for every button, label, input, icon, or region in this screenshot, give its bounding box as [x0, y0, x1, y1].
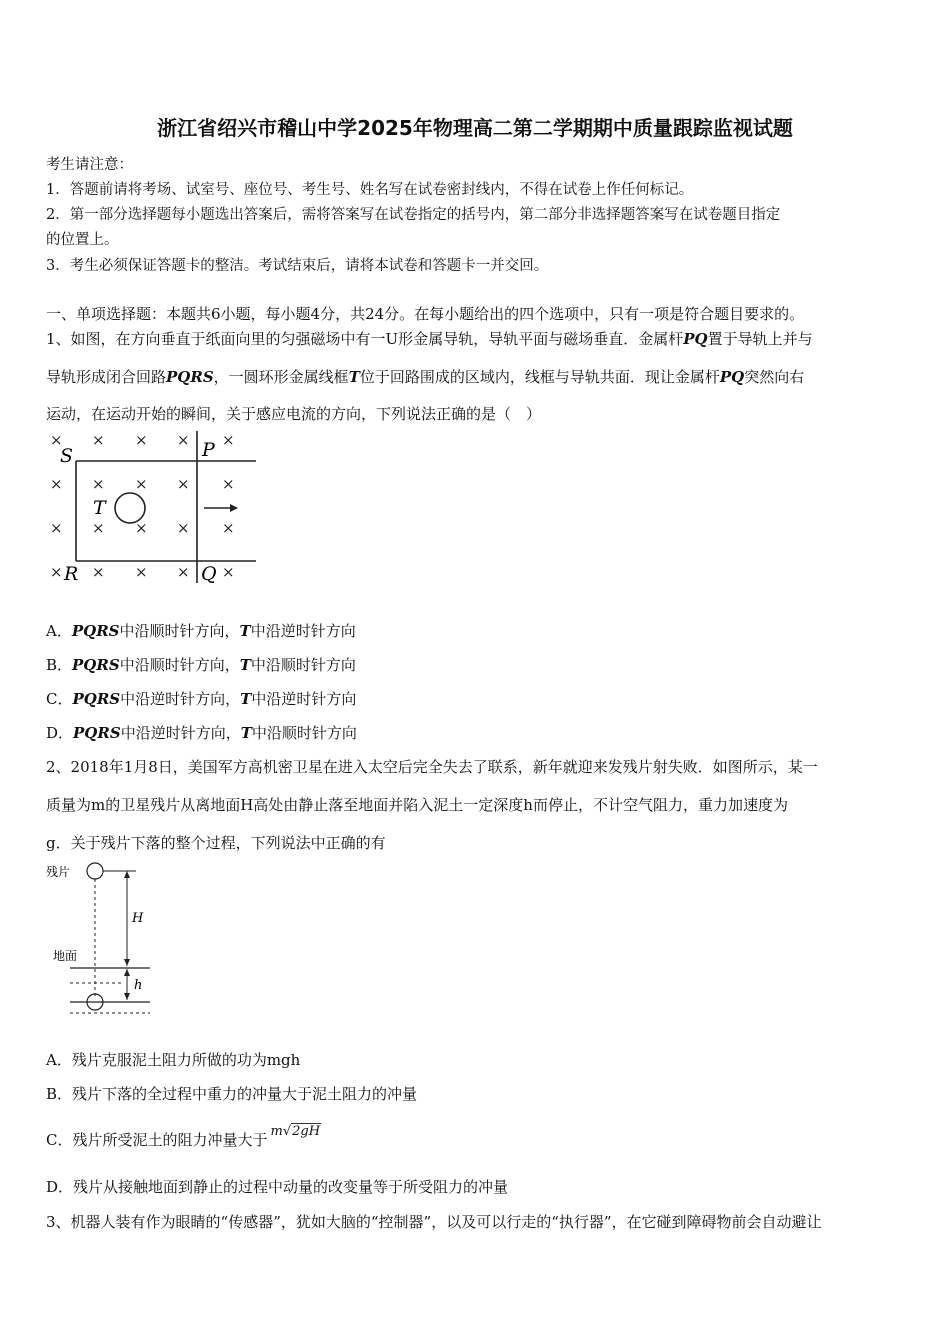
label-ground: 地面: [53, 949, 78, 963]
q1-text: 位于回路围成的区域内，线框与导轨共面．现让金属杆: [359, 368, 720, 386]
option-text: 中沿逆时针方向: [250, 622, 356, 640]
option-letter: B．: [46, 656, 73, 674]
field-cross: ×: [222, 431, 235, 449]
label-r: R: [64, 563, 79, 585]
label-h: h: [134, 978, 143, 993]
label-s: S: [60, 445, 74, 467]
notice-heading: 考生请注意：: [46, 157, 133, 173]
debris-top: [87, 863, 103, 879]
label-t: T: [93, 497, 106, 519]
notice-item-3: 3．考生必须保证答题卡的整洁。考试结束后，请将本试卷和答题卡一并交回。: [46, 258, 549, 274]
q1-figure-magnetic-field: [44, 428, 260, 588]
q1-var-pq: PQ: [719, 368, 745, 386]
q1-var-t: T: [348, 368, 360, 386]
option-var: PQRS: [72, 656, 120, 674]
option-letter: D．: [46, 724, 74, 742]
arrow-d-up: [124, 969, 130, 976]
field-cross: ×: [135, 519, 148, 537]
formula-m: m: [270, 1124, 283, 1139]
option-letter: C．: [46, 690, 73, 708]
label-debris: 残片: [46, 865, 71, 879]
q1-line-1: [46, 328, 813, 349]
q1-option-b[interactable]: [46, 654, 356, 675]
field-cross: ×: [177, 563, 190, 581]
field-cross: ×: [92, 519, 105, 537]
field-cross: ×: [50, 431, 63, 449]
q1-text: 1、如图，在方向垂直于纸面向里的匀强磁场中有一U形金属导轨，导轨平面与磁场垂直．金属杆: [46, 330, 684, 348]
field-cross: ×: [50, 563, 63, 581]
arrow-h-down: [124, 959, 130, 966]
option-var: T: [240, 724, 252, 742]
q2-figure-falling-debris: [44, 858, 156, 1018]
q1-line-3: 运动，在运动开始的瞬间，关于感应电流的方向，下列说法正确的是（ ）: [46, 405, 542, 423]
field-cross: ×: [135, 431, 148, 449]
q1-var-pq: PQ: [683, 330, 708, 348]
option-text: 中沿顺时针方向: [250, 656, 356, 674]
field-cross: ×: [177, 475, 190, 493]
field-cross: ×: [222, 475, 235, 493]
q1-text: 导轨形成闭合回路: [46, 368, 167, 386]
page-title: 浙江省绍兴市稽山中学2025年物理高二第二学期期中质量跟踪监视试题: [157, 116, 793, 140]
q2-option-d[interactable]: D．残片从接触地面到静止的过程中动量的改变量等于所受阻力的冲量: [46, 1178, 509, 1196]
option-text: C．残片所受泥土的阻力冲量大于: [46, 1131, 268, 1149]
sqrt-icon: √: [282, 1124, 292, 1139]
field-cross: ×: [92, 431, 105, 449]
field-cross: ×: [177, 519, 190, 537]
q1-text: 置于导轨上并与: [707, 330, 813, 348]
field-cross: ×: [92, 563, 105, 581]
notice-item-2-cont: 的位置上。: [46, 232, 119, 248]
section-heading: 一、单项选择题：本题共6小题，每小题4分，共24分。在每小题给出的四个选项中，只有一项是符合题目要求的。: [46, 305, 805, 323]
formula-m-sqrt-2gh: [270, 1124, 321, 1139]
label-H: H: [132, 911, 144, 926]
field-cross: ×: [222, 563, 235, 581]
q2-option-a[interactable]: A．残片克服泥土阻力所做的功为mgh: [46, 1051, 301, 1069]
field-cross: ×: [135, 475, 148, 493]
ring-t: [115, 493, 145, 523]
q1-text: 突然向右: [744, 368, 805, 386]
option-text: 中沿逆时针方向，: [120, 724, 241, 742]
field-cross: ×: [50, 519, 63, 537]
option-text: 中沿逆时针方向，: [120, 690, 241, 708]
field-cross: ×: [135, 563, 148, 581]
arrow-h-up: [124, 871, 130, 878]
q2-option-b[interactable]: B．残片下落的全过程中重力的冲量大于泥土阻力的冲量: [46, 1085, 418, 1103]
field-cross: ×: [50, 475, 63, 493]
field-cross: ×: [92, 475, 105, 493]
arrow-d-down: [124, 993, 130, 1000]
option-text: 中沿逆时针方向: [251, 690, 357, 708]
velocity-arrow-head: [230, 504, 238, 512]
option-text: 中沿顺时针方向: [251, 724, 357, 742]
label-p: P: [202, 439, 215, 461]
option-var: PQRS: [73, 724, 121, 742]
q1-option-d[interactable]: [46, 722, 357, 743]
option-text: 中沿顺时针方向，: [119, 656, 240, 674]
option-var: PQRS: [72, 690, 121, 708]
option-text: 中沿顺时针方向，: [119, 622, 240, 640]
q1-option-c[interactable]: [46, 688, 356, 709]
q1-line-2: [46, 366, 804, 387]
option-var: T: [239, 622, 251, 640]
option-var: T: [240, 690, 252, 708]
field-cross: ×: [177, 431, 190, 449]
q1-text: ，一圆环形金属线框: [213, 368, 349, 386]
option-letter: A．: [46, 622, 72, 640]
formula-radicand: 2gH: [292, 1124, 321, 1139]
option-var: PQRS: [71, 622, 120, 640]
q1-var-pqrs: PQRS: [166, 368, 214, 386]
label-q: Q: [201, 563, 217, 585]
q2-line-3: g．关于残片下落的整个过程，下列说法中正确的有: [46, 834, 386, 852]
q2-line-1: 2、2018年1月8日，美国军方高机密卫星在进入太空后完全失去了联系，新年就迎来发残片射失败．如图所示，某一: [46, 758, 818, 776]
q2-line-2: 质量为m的卫星残片从离地面H高处由静止落至地面并陷入泥土一定深度h而停止，不计空气阻力，重力加速度为: [46, 796, 788, 814]
notice-item-2: 2．第一部分选择题每小题选出答案后，需将答案写在试卷指定的括号内，第二部分非选择题答案写在试卷题目指定: [46, 207, 781, 223]
q3-line-1: 3、机器人装有作为眼睛的“传感器”，犹如大脑的“控制器”，以及可以行走的“执行器”，在它碰到障碍物前会自动避让: [46, 1213, 822, 1231]
field-cross: ×: [222, 519, 235, 537]
option-var: T: [239, 656, 251, 674]
q2-option-c[interactable]: [46, 1124, 321, 1150]
notice-item-1: 1．答题前请将考场、试室号、座位号、考生号、姓名写在试卷密封线内，不得在试卷上作任何标记。: [46, 182, 694, 198]
q1-option-a[interactable]: [46, 620, 356, 641]
